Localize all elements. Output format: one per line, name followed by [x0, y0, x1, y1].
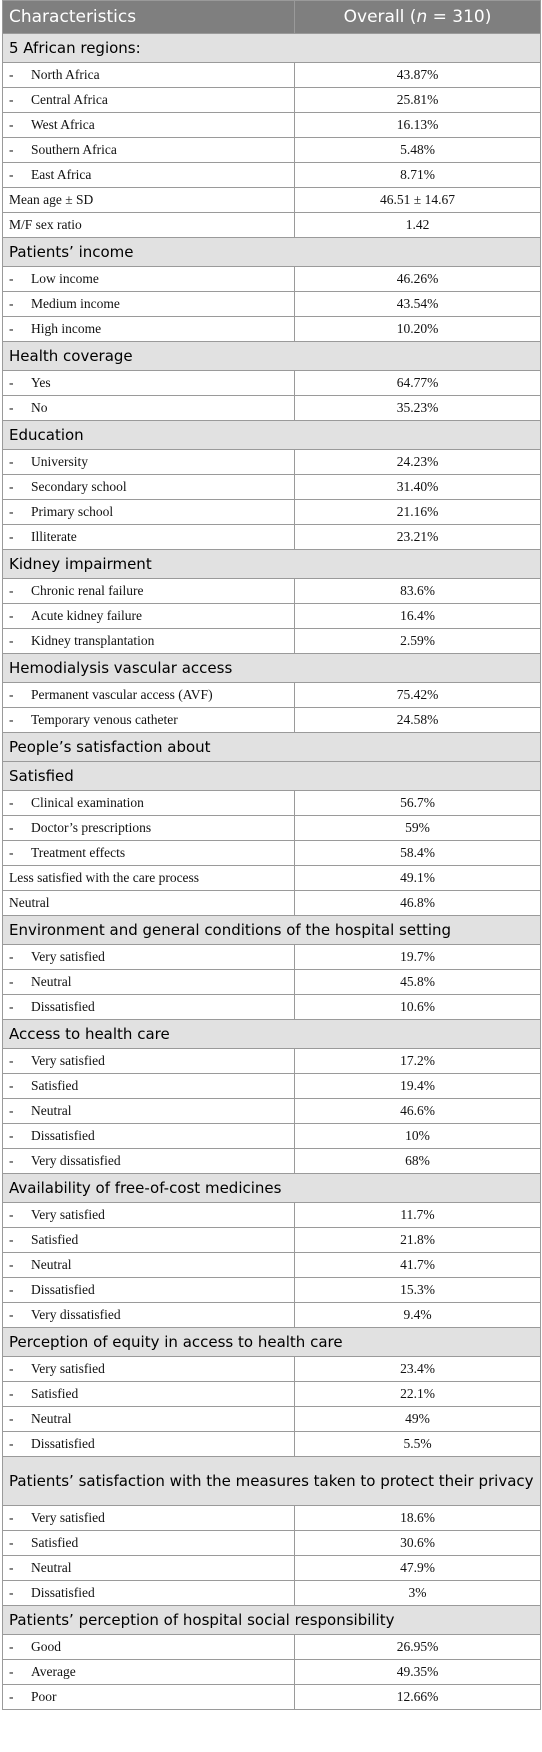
section-header-row: [3, 654, 541, 683]
row-value: 58.4%: [295, 841, 541, 866]
row-label-cell: [3, 1357, 295, 1382]
row-label-cell: [3, 317, 295, 342]
header-overall: [295, 1, 541, 34]
row-label-cell: [3, 1556, 295, 1581]
dash-marker: -: [9, 400, 14, 415]
table-row: [3, 995, 541, 1020]
table-row: [3, 1506, 541, 1531]
row-label-cell: [3, 604, 295, 629]
row-value: 17.2%: [295, 1049, 541, 1074]
table-row: [3, 292, 541, 317]
table-row: [3, 1203, 541, 1228]
row-label: Neutral: [31, 1103, 72, 1118]
row-value: 23.4%: [295, 1357, 541, 1382]
row-value: 46.26%: [295, 267, 541, 292]
table-row: [3, 579, 541, 604]
row-value: 30.6%: [295, 1531, 541, 1556]
row-label: Dissatisfied: [31, 1585, 95, 1600]
table-row: [3, 213, 541, 238]
row-label-cell: [3, 791, 295, 816]
table-row: [3, 1660, 541, 1685]
row-value: 26.95%: [295, 1635, 541, 1660]
row-value: 45.8%: [295, 970, 541, 995]
row-value: 3%: [295, 1581, 541, 1606]
row-label-cell: [3, 1099, 295, 1124]
table-row: [3, 1253, 541, 1278]
row-label: Doctor’s prescriptions: [31, 820, 152, 835]
section-title: 5 African regions:: [3, 34, 541, 63]
row-label-cell: [3, 1303, 295, 1328]
row-label-cell: [3, 213, 295, 238]
table-row: [3, 88, 541, 113]
table-row: [3, 866, 541, 891]
row-label: Clinical examination: [31, 795, 144, 810]
row-label: Dissatisfied: [31, 1436, 95, 1451]
row-label-cell: [3, 1382, 295, 1407]
section-title: People’s satisfaction about: [3, 733, 541, 762]
row-label-cell: [3, 138, 295, 163]
row-label-cell: [3, 866, 295, 891]
dash-marker: -: [9, 583, 14, 598]
row-label: North Africa: [31, 67, 100, 82]
row-label: Medium income: [31, 296, 120, 311]
row-value: 31.40%: [295, 475, 541, 500]
row-label-cell: [3, 450, 295, 475]
table-row: [3, 891, 541, 916]
table-row: [3, 267, 541, 292]
row-value: 8.71%: [295, 163, 541, 188]
header-characteristics: Characteristics: [3, 1, 295, 34]
row-value: 24.23%: [295, 450, 541, 475]
row-label-cell: [3, 475, 295, 500]
row-label-cell: [3, 841, 295, 866]
dash-marker: -: [9, 1257, 14, 1272]
table-row: [3, 1407, 541, 1432]
row-label-cell: [3, 629, 295, 654]
dash-marker: -: [9, 608, 14, 623]
row-label: Mean age ± SD: [9, 192, 94, 207]
table-row: [3, 63, 541, 88]
row-label: Neutral: [31, 974, 72, 989]
row-value: 1.42: [295, 213, 541, 238]
row-label-cell: [3, 396, 295, 421]
section-header-row: [3, 238, 541, 267]
dash-marker: -: [9, 67, 14, 82]
row-label: High income: [31, 321, 102, 336]
row-label: Low income: [31, 271, 99, 286]
row-label-cell: [3, 891, 295, 916]
row-label: Permanent vascular access (AVF): [31, 687, 213, 702]
dash-marker: -: [9, 1232, 14, 1247]
section-header-row: [3, 550, 541, 579]
row-value: 47.9%: [295, 1556, 541, 1581]
table-row: [3, 1432, 541, 1457]
row-value: 46.51 ± 14.67: [295, 188, 541, 213]
row-label-cell: [3, 816, 295, 841]
row-value: 24.58%: [295, 708, 541, 733]
row-value: 41.7%: [295, 1253, 541, 1278]
row-label-cell: [3, 1253, 295, 1278]
dash-marker: -: [9, 1436, 14, 1451]
dash-marker: -: [9, 999, 14, 1014]
row-value: 22.1%: [295, 1382, 541, 1407]
row-label: Secondary school: [31, 479, 127, 494]
row-label-cell: [3, 1660, 295, 1685]
table-row: [3, 1049, 541, 1074]
row-value: 35.23%: [295, 396, 541, 421]
row-value: 12.66%: [295, 1685, 541, 1710]
dash-marker: -: [9, 1207, 14, 1222]
row-label: Average: [31, 1664, 76, 1679]
section-title: Education: [3, 421, 541, 450]
row-label: Dissatisfied: [31, 1128, 95, 1143]
row-label: Dissatisfied: [31, 1282, 95, 1297]
dash-marker: -: [9, 117, 14, 132]
row-label: Very dissatisfied: [31, 1307, 121, 1322]
row-value: 18.6%: [295, 1506, 541, 1531]
row-label-cell: [3, 1407, 295, 1432]
table-row: [3, 396, 541, 421]
section-title: Satisfied: [3, 762, 541, 791]
section-header-row: [3, 733, 541, 762]
dash-marker: -: [9, 167, 14, 182]
row-value: 5.5%: [295, 1432, 541, 1457]
dash-marker: -: [9, 1282, 14, 1297]
dash-marker: -: [9, 1689, 14, 1704]
table-row: [3, 1099, 541, 1124]
table-row: [3, 791, 541, 816]
dash-marker: -: [9, 1128, 14, 1143]
table-row: [3, 1074, 541, 1099]
table-row: [3, 970, 541, 995]
dash-marker: -: [9, 687, 14, 702]
row-value: 49.1%: [295, 866, 541, 891]
dash-marker: -: [9, 92, 14, 107]
row-label-cell: [3, 1581, 295, 1606]
row-label-cell: [3, 1228, 295, 1253]
row-value: 15.3%: [295, 1278, 541, 1303]
row-value: 64.77%: [295, 371, 541, 396]
row-label: Kidney transplantation: [31, 633, 155, 648]
table-row: [3, 841, 541, 866]
table-row: [3, 1556, 541, 1581]
row-label-cell: [3, 113, 295, 138]
row-label: Dissatisfied: [31, 999, 95, 1014]
row-label-cell: [3, 1432, 295, 1457]
header-overall-n: n: [416, 7, 428, 27]
dash-marker: -: [9, 504, 14, 519]
table-row: [3, 450, 541, 475]
dash-marker: -: [9, 296, 14, 311]
row-label: Very satisfied: [31, 949, 105, 964]
row-label: Acute kidney failure: [31, 608, 142, 623]
section-header-row: [3, 34, 541, 63]
row-label-cell: [3, 1278, 295, 1303]
row-label: Very dissatisfied: [31, 1153, 121, 1168]
row-value: 11.7%: [295, 1203, 541, 1228]
row-label: Neutral: [31, 1257, 72, 1272]
section-header-row: [3, 1020, 541, 1049]
row-label: Chronic renal failure: [31, 583, 144, 598]
row-label-cell: [3, 525, 295, 550]
dash-marker: -: [9, 529, 14, 544]
row-label: Very satisfied: [31, 1053, 105, 1068]
section-header-row: [3, 762, 541, 791]
dash-marker: -: [9, 820, 14, 835]
row-label-cell: [3, 163, 295, 188]
table-row: [3, 1635, 541, 1660]
row-label-cell: [3, 1635, 295, 1660]
row-label-cell: [3, 1531, 295, 1556]
dash-marker: -: [9, 321, 14, 336]
row-label: Yes: [31, 375, 51, 390]
dash-marker: -: [9, 1078, 14, 1093]
table-row: [3, 604, 541, 629]
dash-marker: -: [9, 974, 14, 989]
table-row: [3, 1124, 541, 1149]
row-value: 75.42%: [295, 683, 541, 708]
section-title: Patients’ perception of hospital social responsibility: [3, 1606, 541, 1635]
table-row: [3, 708, 541, 733]
row-label-cell: [3, 970, 295, 995]
dash-marker: -: [9, 1307, 14, 1322]
section-title: Perception of equity in access to health care: [3, 1328, 541, 1357]
table-row: [3, 1382, 541, 1407]
row-value: 16.4%: [295, 604, 541, 629]
row-value: 23.21%: [295, 525, 541, 550]
row-label: Temporary venous catheter: [31, 712, 178, 727]
table-body: [3, 34, 541, 1710]
table-row: [3, 1303, 541, 1328]
row-value: 43.87%: [295, 63, 541, 88]
table-row: [3, 1531, 541, 1556]
header-row: [3, 1, 541, 34]
table-row: [3, 1581, 541, 1606]
table-header: [3, 1, 541, 34]
row-label-cell: [3, 945, 295, 970]
dash-marker: -: [9, 454, 14, 469]
section-header-row: [3, 421, 541, 450]
row-label: Satisfied: [31, 1386, 79, 1401]
row-value: 25.81%: [295, 88, 541, 113]
section-title: Availability of free-of-cost medicines: [3, 1174, 541, 1203]
row-value: 21.8%: [295, 1228, 541, 1253]
dash-marker: -: [9, 1585, 14, 1600]
row-label: Southern Africa: [31, 142, 117, 157]
row-value: 21.16%: [295, 500, 541, 525]
row-label: Satisfied: [31, 1232, 79, 1247]
row-value: 2.59%: [295, 629, 541, 654]
table-row: [3, 371, 541, 396]
table-row: [3, 1278, 541, 1303]
row-value: 68%: [295, 1149, 541, 1174]
row-label-cell: [3, 708, 295, 733]
table-row: [3, 113, 541, 138]
dash-marker: -: [9, 142, 14, 157]
row-value: 10.20%: [295, 317, 541, 342]
row-label: East Africa: [31, 167, 92, 182]
header-overall-suffix: = 310): [427, 7, 492, 27]
row-label-cell: [3, 1506, 295, 1531]
section-header-row: [3, 1174, 541, 1203]
row-value: 56.7%: [295, 791, 541, 816]
row-label-cell: [3, 1049, 295, 1074]
table-row: [3, 525, 541, 550]
dash-marker: -: [9, 712, 14, 727]
section-title: Access to health care: [3, 1020, 541, 1049]
table-row: [3, 945, 541, 970]
table-row: [3, 629, 541, 654]
section-header-row: [3, 1457, 541, 1506]
row-label: Neutral: [31, 1560, 72, 1575]
table-row: [3, 163, 541, 188]
row-label-cell: [3, 995, 295, 1020]
table-row: [3, 1357, 541, 1382]
row-label: University: [31, 454, 88, 469]
row-label-cell: [3, 1124, 295, 1149]
row-value: 10.6%: [295, 995, 541, 1020]
row-value: 19.7%: [295, 945, 541, 970]
section-header-row: [3, 1328, 541, 1357]
section-title: Kidney impairment: [3, 550, 541, 579]
dash-marker: -: [9, 845, 14, 860]
table-row: [3, 138, 541, 163]
row-label: Central Africa: [31, 92, 108, 107]
row-label: Very satisfied: [31, 1510, 105, 1525]
row-label: Very satisfied: [31, 1207, 105, 1222]
dash-marker: -: [9, 1510, 14, 1525]
dash-marker: -: [9, 795, 14, 810]
section-header-row: [3, 1606, 541, 1635]
row-label: Less satisfied with the care process: [9, 870, 200, 885]
dash-marker: -: [9, 1153, 14, 1168]
row-label-cell: [3, 63, 295, 88]
row-label-cell: [3, 371, 295, 396]
row-label: Primary school: [31, 504, 114, 519]
row-value: 19.4%: [295, 1074, 541, 1099]
section-title: Environment and general conditions of the hospital setting: [3, 916, 541, 945]
row-value: 46.6%: [295, 1099, 541, 1124]
dash-marker: -: [9, 375, 14, 390]
dash-marker: -: [9, 1103, 14, 1118]
row-label-cell: [3, 500, 295, 525]
section-title: Patients’ income: [3, 238, 541, 267]
row-label-cell: [3, 1149, 295, 1174]
row-label: Very satisfied: [31, 1361, 105, 1376]
row-label-cell: [3, 1074, 295, 1099]
row-label: Good: [31, 1639, 61, 1654]
row-label: Satisfied: [31, 1078, 79, 1093]
dash-marker: -: [9, 1053, 14, 1068]
row-label-cell: [3, 1203, 295, 1228]
row-label-cell: [3, 683, 295, 708]
table-row: [3, 1149, 541, 1174]
row-value: 16.13%: [295, 113, 541, 138]
section-title: Patients’ satisfaction with the measures taken to protect their privacy: [3, 1457, 541, 1506]
dash-marker: -: [9, 1560, 14, 1575]
dash-marker: -: [9, 1361, 14, 1376]
row-value: 59%: [295, 816, 541, 841]
section-title: Health coverage: [3, 342, 541, 371]
row-label: Neutral: [9, 895, 50, 910]
row-value: 46.8%: [295, 891, 541, 916]
row-value: 49.35%: [295, 1660, 541, 1685]
row-label: Satisfied: [31, 1535, 79, 1550]
table-row: [3, 1228, 541, 1253]
characteristics-table: [2, 0, 541, 1710]
row-label: West Africa: [31, 117, 95, 132]
dash-marker: -: [9, 1411, 14, 1426]
dash-marker: -: [9, 479, 14, 494]
section-title: Hemodialysis vascular access: [3, 654, 541, 683]
row-label: Poor: [31, 1689, 57, 1704]
table-row: [3, 317, 541, 342]
row-label-cell: [3, 188, 295, 213]
table-row: [3, 188, 541, 213]
dash-marker: -: [9, 949, 14, 964]
row-value: 9.4%: [295, 1303, 541, 1328]
row-value: 10%: [295, 1124, 541, 1149]
row-label: M/F sex ratio: [9, 217, 82, 232]
row-value: 49%: [295, 1407, 541, 1432]
table-row: [3, 816, 541, 841]
table-row: [3, 500, 541, 525]
table-row: [3, 1685, 541, 1710]
row-value: 5.48%: [295, 138, 541, 163]
row-label-cell: [3, 292, 295, 317]
row-value: 43.54%: [295, 292, 541, 317]
row-value: 83.6%: [295, 579, 541, 604]
row-label: No: [31, 400, 48, 415]
section-header-row: [3, 916, 541, 945]
row-label-cell: [3, 1685, 295, 1710]
dash-marker: -: [9, 271, 14, 286]
dash-marker: -: [9, 1386, 14, 1401]
header-overall-prefix: Overall (: [343, 7, 417, 27]
row-label-cell: [3, 267, 295, 292]
row-label-cell: [3, 579, 295, 604]
table-row: [3, 475, 541, 500]
row-label: Neutral: [31, 1411, 72, 1426]
table-row: [3, 683, 541, 708]
dash-marker: -: [9, 633, 14, 648]
section-header-row: [3, 342, 541, 371]
row-label-cell: [3, 88, 295, 113]
row-label: Illiterate: [31, 529, 77, 544]
row-label: Treatment effects: [31, 845, 126, 860]
dash-marker: -: [9, 1535, 14, 1550]
dash-marker: -: [9, 1664, 14, 1679]
dash-marker: -: [9, 1639, 14, 1654]
